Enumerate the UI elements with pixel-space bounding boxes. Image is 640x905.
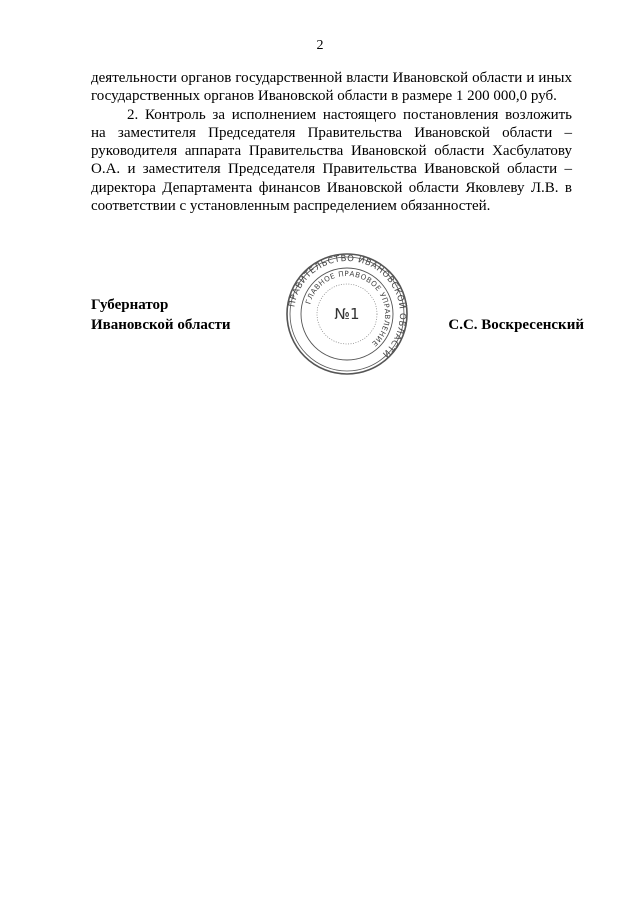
signatory-title-line1: Губернатор xyxy=(91,297,169,313)
signatory-name: С.С. Воскресенский xyxy=(448,317,584,333)
paragraph-control: 2. Контроль за исполнением настоящего постановления возложить на заместителя Председателя Правительства Ивановской области – руководителя аппарата Правительства Ивановской области Хасбулатову О.А. и заместителя Председателя Правительства Ивановской области – директора Департамента финансов Ивановской области Яковлеву Л.В. в соответствии с установленным распределением обязанностей. xyxy=(91,106,572,215)
stamp-center-text: №1 xyxy=(334,305,360,323)
paragraph-funding: деятельности органов государственной власти Ивановской области и иных государственных органов Ивановской области в размере 1 200 000,0 руб. xyxy=(91,70,572,105)
page-number: 2 xyxy=(316,38,324,53)
signatory-title xyxy=(91,295,231,335)
official-stamp-icon xyxy=(285,252,409,376)
signatory-title-line2: Ивановской области xyxy=(91,317,231,333)
document-body xyxy=(91,69,572,215)
stamp-outer-text: ПРАВИТЕЛЬСТВО ИВАНОВСКОЙ ОБЛАСТИ xyxy=(287,253,408,360)
stamp-inner-text: ГЛАВНОЕ ПРАВОВОЕ УПРАВЛЕНИЕ xyxy=(303,268,393,349)
